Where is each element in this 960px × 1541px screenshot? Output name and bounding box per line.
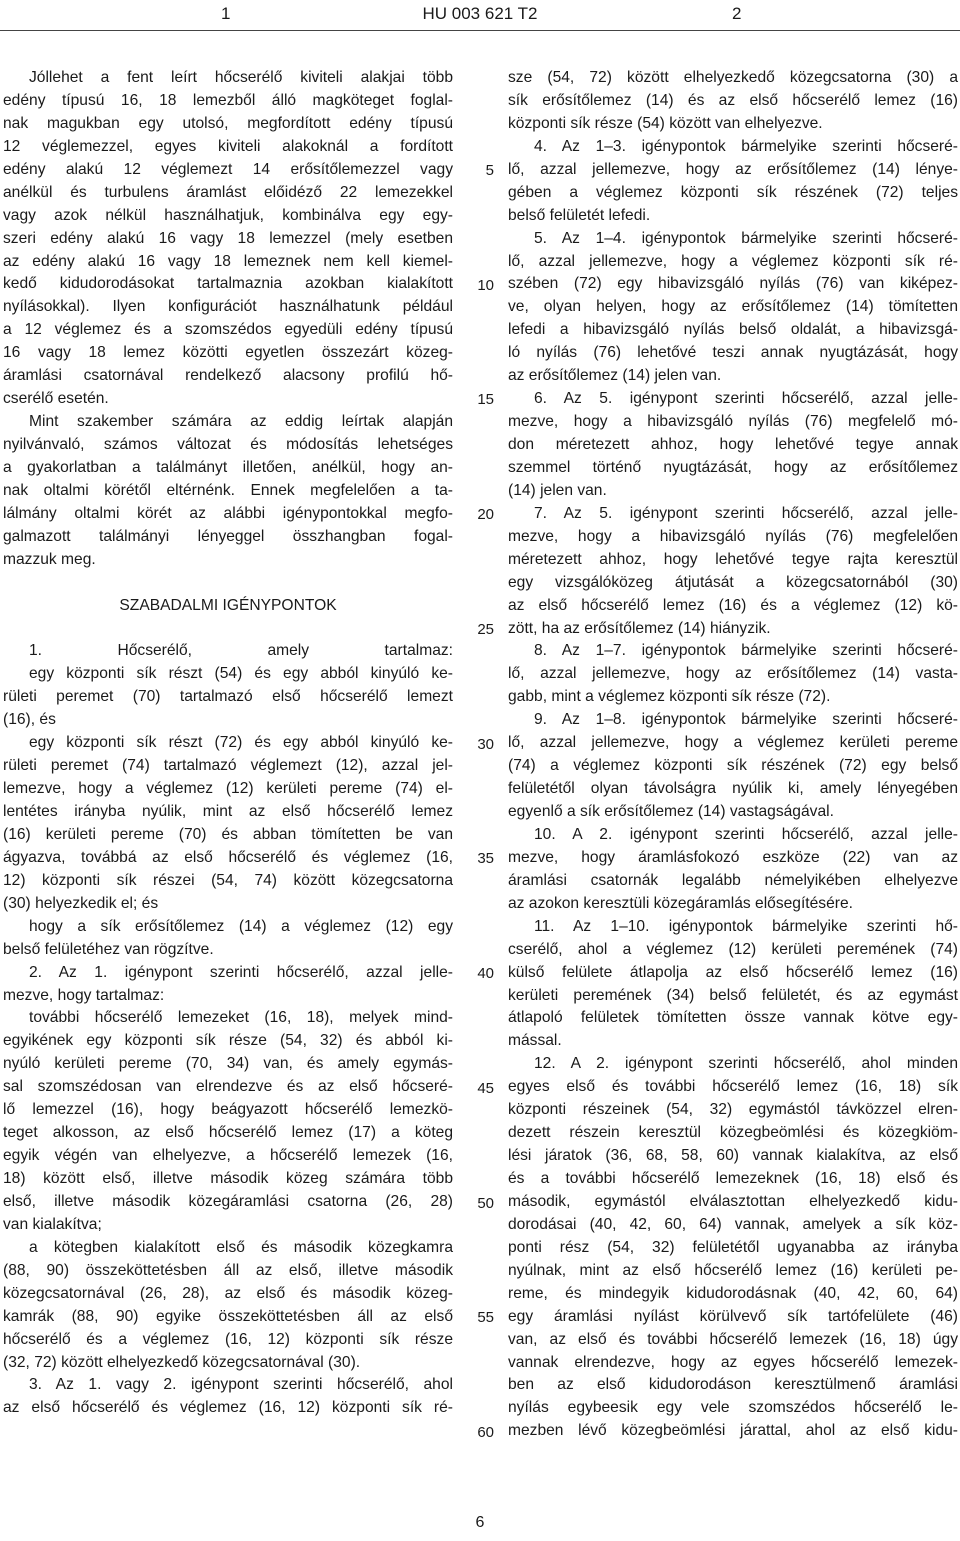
line-number: 10 (477, 276, 494, 294)
left-line: anélkül és turbulens áramlást előidéző 22 lemezekkel (3, 183, 453, 201)
left-line: hogy a sík erősítőlemez (14) a véglemez (12) egy (29, 917, 453, 935)
right-line: gabb, mint a véglemez központi sík része (72). (508, 688, 831, 706)
left-line: 16 vagy 18 lemez közötti egyetlen összezárt közeg- (3, 344, 453, 362)
left-line: lő lemezzel (16), hogy beágyazott hőcserélő lemezkö- (3, 1101, 453, 1119)
left-line: a gyakorlatban a találmányt illetően, anélkül, hogy an- (3, 458, 453, 476)
right-line: 10. A 2. igénypont szerinti hőcserélő, azzal jelle- (534, 825, 958, 843)
right-line: (74) a véglemez központi sík részének (72) egy belső (508, 757, 958, 775)
right-line: lefedi a hibavizsgáló nyílás belső oldalát, a hibavizsgá- (508, 321, 958, 339)
left-line: 12) központi sík részei (54, 74) között közegcsatorna (3, 871, 453, 889)
right-line: az erősítőlemez (14) jelen van. (508, 367, 722, 385)
header-rule (0, 30, 960, 31)
right-line: lő, azzal jellemezve, hogy az erősítőlemez (14) vasta- (508, 665, 958, 683)
left-line: sal szomszédosan van elrendezve és az első hőcseré- (3, 1078, 453, 1096)
right-line: dorodásai (40, 42, 60, 64) vannak, amelyek a sík köz- (508, 1215, 958, 1233)
left-line: lentétes irányba nyúlik, mint az első hőcserélő lemez (3, 803, 453, 820)
left-line: közegcsatornával (26, 28), az első és második közeg- (3, 1284, 453, 1302)
right-line: cserélő, ahol a véglemez (12) kerületi peremének (74) (508, 940, 958, 958)
right-line: lő, azzal jellemezve, hogy a véglemez kerületi pereme (508, 734, 958, 752)
right-line: felületétől olyan távolságra nyúlik ki, amely lényegében (508, 780, 958, 798)
right-line: 12. A 2. igénypont szerinti hőcserélő, ahol minden (534, 1055, 958, 1073)
left-line: teget alkosson, az első hőcserélő lemez (17) a köteg (3, 1124, 453, 1142)
left-line: Mint szakember számára az eddig leírtak alapján (29, 413, 453, 431)
right-line: mezben lévő közegbeömlési járattal, ahol az első kidu- (508, 1422, 958, 1440)
right-line: zött, ha az erősítőlemez (14) hiányzik. (508, 619, 771, 637)
line-number: 20 (477, 506, 494, 524)
right-line: az első hőcserélő lemez (16) és a véglemez (12) kö- (508, 596, 958, 614)
left-line: 3. Az 1. vagy 2. igénypont szerinti hőcserélő, ahol (29, 1376, 453, 1394)
right-line: ló nyílás (76) lehetővé teszi annak nyugtázását, hogy (508, 344, 958, 362)
line-number: 30 (477, 735, 494, 753)
left-line: (32, 72) között elhelyezkedő közegcsatornával (30). (3, 1353, 361, 1371)
left-line: cserélő esetén. (3, 390, 109, 408)
right-line: nyúlnak, mint az első hőcserélő lemez (16) kerületi pe- (508, 1261, 958, 1279)
line-number: 5 (485, 161, 494, 179)
right-line: egy vizsgálóközeg átjutását a közegcsatornából (30) (508, 573, 958, 591)
left-line: 12 véglemezzel, egyes kiviteli alakoknál a fordított (3, 137, 453, 155)
right-line: dezett részein keresztül közegbeömlési és közegkiöm- (508, 1124, 958, 1142)
right-line: lő, azzal jellemezve, hogy a véglemez központi sík ré- (508, 252, 958, 270)
line-number: 40 (477, 965, 494, 983)
left-line: nak oltalmi körétől eltérnénk. Ennek megfelelően a ta- (3, 481, 453, 499)
left-line: nyúló kerületi pereme (70, 34) van, és amely egymás- (3, 1055, 453, 1073)
left-line: további hőcserélő lemezeket (16, 18), melyek mind- (29, 1009, 453, 1027)
left-line (3, 618, 453, 641)
right-line: lő, azzal jellemezve, hogy az erősítőlemez (14) lénye- (508, 160, 958, 178)
right-line: szemmel történő nyugtázását, hogy az erősítőlemez (508, 458, 958, 476)
left-line: rületi peremet (70) tartalmazó első hőcserélő lemezt (3, 688, 453, 706)
left-line: a kötegben kialakított első és második közegkamra (29, 1238, 453, 1256)
left-line: (30) helyezkedik el; és (3, 894, 159, 912)
right-line: sík erősítőlemez (14) és az első hőcserélő lemez (16) (508, 91, 958, 109)
left-line: 18) között első, illetve második közeg számára több (3, 1170, 453, 1187)
line-number: 15 (477, 391, 494, 409)
left-line: egy központi sík részt (72) és egy abból kinyúló ke- (29, 734, 453, 752)
left-line: ágyazva, továbbá az első hőcserélő és véglemez (16, (3, 848, 453, 866)
left-column (3, 67, 453, 1420)
left-line: mazzuk meg. (3, 550, 96, 568)
left-line: edény típusú 16, 18 lemezből álló magköteget foglal- (3, 91, 453, 109)
right-line: méretezett ahhoz, hogy lehetővé tegye rajta keresztül (508, 550, 958, 568)
line-number: 45 (477, 1079, 494, 1097)
right-line: átlapoló felületek tömítetten össze vannak kötve egy- (508, 1009, 958, 1027)
left-line: lálmány oltalmi körét az alábbi igénypontokkal megfo- (3, 504, 453, 522)
left-line: (16) kerületi pereme (70) és abban tömítetten be van (3, 825, 453, 843)
left-line: hőcserélő és a véglemez (16, 12) központi sík része (3, 1330, 453, 1348)
page-footer-number: 6 (475, 1514, 485, 1531)
line-number: 25 (477, 620, 494, 638)
left-line: rületi peremet (74) tartalmazó véglemezt (12), azzal jel- (3, 757, 453, 775)
left-line: van kialakítva; (3, 1215, 102, 1233)
line-number: 50 (477, 1194, 494, 1212)
right-line: áramlási csatornák legalább némelyikében elhelyezve (508, 871, 958, 889)
right-line: lési járatok (36, 68, 58, 60) vannak kialakítva, az első (508, 1147, 958, 1165)
right-line: 6. Az 5. igénypont szerinti hőcserélő, azzal jelle- (534, 390, 958, 408)
left-line: nak magukban egy utolsó, megfordított edény típusú (3, 114, 453, 132)
left-line: egyikének egy központi sík része (54, 32) és abból ki- (3, 1032, 453, 1050)
left-line: mezve, hogy tartalmaz: (3, 986, 165, 1004)
left-line: az edény alakú 16 vagy 18 lemeznek nem kell kiemel- (3, 252, 453, 270)
left-line: nyílásokkal). Ilyen konfigurációt használhatunk például (3, 298, 453, 316)
right-column (508, 67, 958, 1443)
right-line: gében a véglemez központi sík részének (72) teljes (508, 183, 958, 201)
right-line: egy áramlási nyílást körülvevő sík tartófelülete (46) (508, 1307, 958, 1325)
left-line: áramlási csatornával rendelkező alacsony profilú hő- (3, 367, 453, 385)
left-line: lemezve, hogy a véglemez (12) kerületi pereme (74) el- (3, 780, 453, 798)
left-line: 2. Az 1. igénypont szerinti hőcserélő, azzal jelle- (29, 963, 453, 981)
right-line: reme, és mindegyik kidudorodásnak (40, 42, 60, 64) (508, 1284, 958, 1302)
right-line: belső felületét lefedi. (508, 206, 651, 224)
left-line: kamrák (88, 90) egyike összeköttetésben áll az első (3, 1307, 453, 1325)
left-line: vagy azok nélkül használhatjuk, kombinálva egy egy- (3, 206, 453, 224)
left-page-number: 1 (221, 4, 231, 23)
right-line: (14) jelen van. (508, 481, 607, 499)
left-line: SZABADALMI IGÉNYPONTOK (119, 596, 337, 614)
right-line: nyílás egybeesik egy vele szomszédos hőcserélő le- (508, 1399, 958, 1417)
right-line: ponti rész (54, 32) felületétől ugyanabba az irányba (508, 1238, 958, 1256)
left-line: első, illetve második közegáramlási csatorna (26, 28) (3, 1192, 453, 1210)
left-line: 1. Hőcserélő, amely tartalmaz: (29, 642, 453, 660)
line-number: 35 (477, 850, 494, 868)
right-line: 11. Az 1–10. igénypontok bármelyike szerinti hő- (534, 917, 958, 935)
right-line: az azokon keresztüli közegáramlás elősegítésére. (508, 894, 853, 912)
left-line: szeri edény alakú 16 vagy 18 lemezzel (mely esetben (3, 229, 453, 247)
line-number: 55 (477, 1309, 494, 1327)
right-line: szében (72) egy hibavizsgáló nyílás (76) van kiképez- (508, 275, 958, 293)
document-number: HU 003 621 T2 (422, 4, 538, 23)
right-line: egyenlő a sík erősítőlemez (14) vastagságával. (508, 803, 834, 820)
left-line: egy központi sík részt (54) és egy abból kinyúló ke- (29, 665, 453, 683)
line-number: 60 (477, 1424, 494, 1442)
left-line: az első hőcserélő és véglemez (16, 12) központi sík ré- (3, 1399, 453, 1417)
right-line: mással. (508, 1032, 562, 1050)
right-line: 8. Az 1–7. igénypontok bármelyike szerinti hőcseré- (534, 642, 958, 660)
right-line: van, az első és további hőcserélő lemezek (16, 18) úgy (508, 1330, 958, 1348)
left-line: belső felületéhez van rögzítve. (3, 940, 214, 958)
right-line: külső felülete átlapolja az első hőcserélő lemez (16) (508, 963, 958, 981)
right-line: ve, olyan helyen, hogy az erősítőlemez (14) tömítetten (508, 298, 958, 316)
right-page-number: 2 (732, 4, 742, 23)
right-line: második, egymástól elválasztottan elhelyezkedő kidu- (508, 1192, 958, 1210)
right-line: mezve, hogy áramlásfokozó eszköze (22) van az (508, 848, 958, 866)
right-line: mezve, hogy a hibavizsgáló nyílás (76) megfelelően (508, 527, 958, 545)
right-line: központi részeinek (54, 32) egymástól távközzel elren- (508, 1101, 958, 1119)
left-line: edény alakú 12 véglemezt 14 erősítőlemezzel vagy (3, 160, 453, 178)
right-line: ben az első kidudorodáson keresztülmenő áramlási (508, 1376, 958, 1394)
left-line: (88, 90) összeköttetésben áll az első, illetve második (3, 1261, 453, 1279)
left-line: Jóllehet a fent leírt hőcserélő kiviteli alakjai több (29, 69, 453, 86)
right-line: és a további hőcserélő lemezeknek (16, 18) első és (508, 1170, 958, 1187)
right-line: vannak elrendezve, hogy az egyes hőcserélő lemezek- (508, 1353, 958, 1371)
left-line (3, 572, 453, 595)
right-line: mezve, hogy a hibavizsgáló nyílás (76) megfelelő mó- (508, 413, 958, 431)
right-line: 5. Az 1–4. igénypontok bármelyike szerinti hőcseré- (534, 229, 958, 247)
left-line: nyilvánvaló, számos változat és módosítás lehetséges (3, 436, 453, 453)
right-line: kerületi peremének (34) belső felületét, és az egymást (508, 986, 958, 1004)
right-line: 7. Az 5. igénypont szerinti hőcserélő, azzal jelle- (534, 504, 958, 522)
left-line: egyik végén van elhelyezve, a hőcserélő lemezek (16, (3, 1147, 453, 1165)
right-line: központi sík része (54) között van elhelyezve. (508, 114, 823, 132)
right-line: egyes első és további hőcserélő lemez (16, 18) sík (508, 1078, 958, 1096)
right-line: sze (54, 72) között elhelyezkedő közegcsatorna (30) a (508, 69, 958, 86)
right-line: 4. Az 1–3. igénypontok bármelyike szerinti hőcseré- (534, 137, 958, 155)
left-line: (16), és (3, 711, 56, 729)
right-line: 9. Az 1–8. igénypontok bármelyike szerinti hőcseré- (534, 711, 958, 729)
left-line: a 12 véglemez és a szomszédos egyedüli edény típusú (3, 321, 453, 339)
right-line: don méretezett ahhoz, hogy lehetővé tegye annak (508, 436, 958, 453)
left-line: kedő kidudorodásokat tartalmaznia azokban kialakított (3, 275, 453, 293)
left-line: galmazott találmányi lényeggel összhangban fogal- (3, 527, 453, 545)
